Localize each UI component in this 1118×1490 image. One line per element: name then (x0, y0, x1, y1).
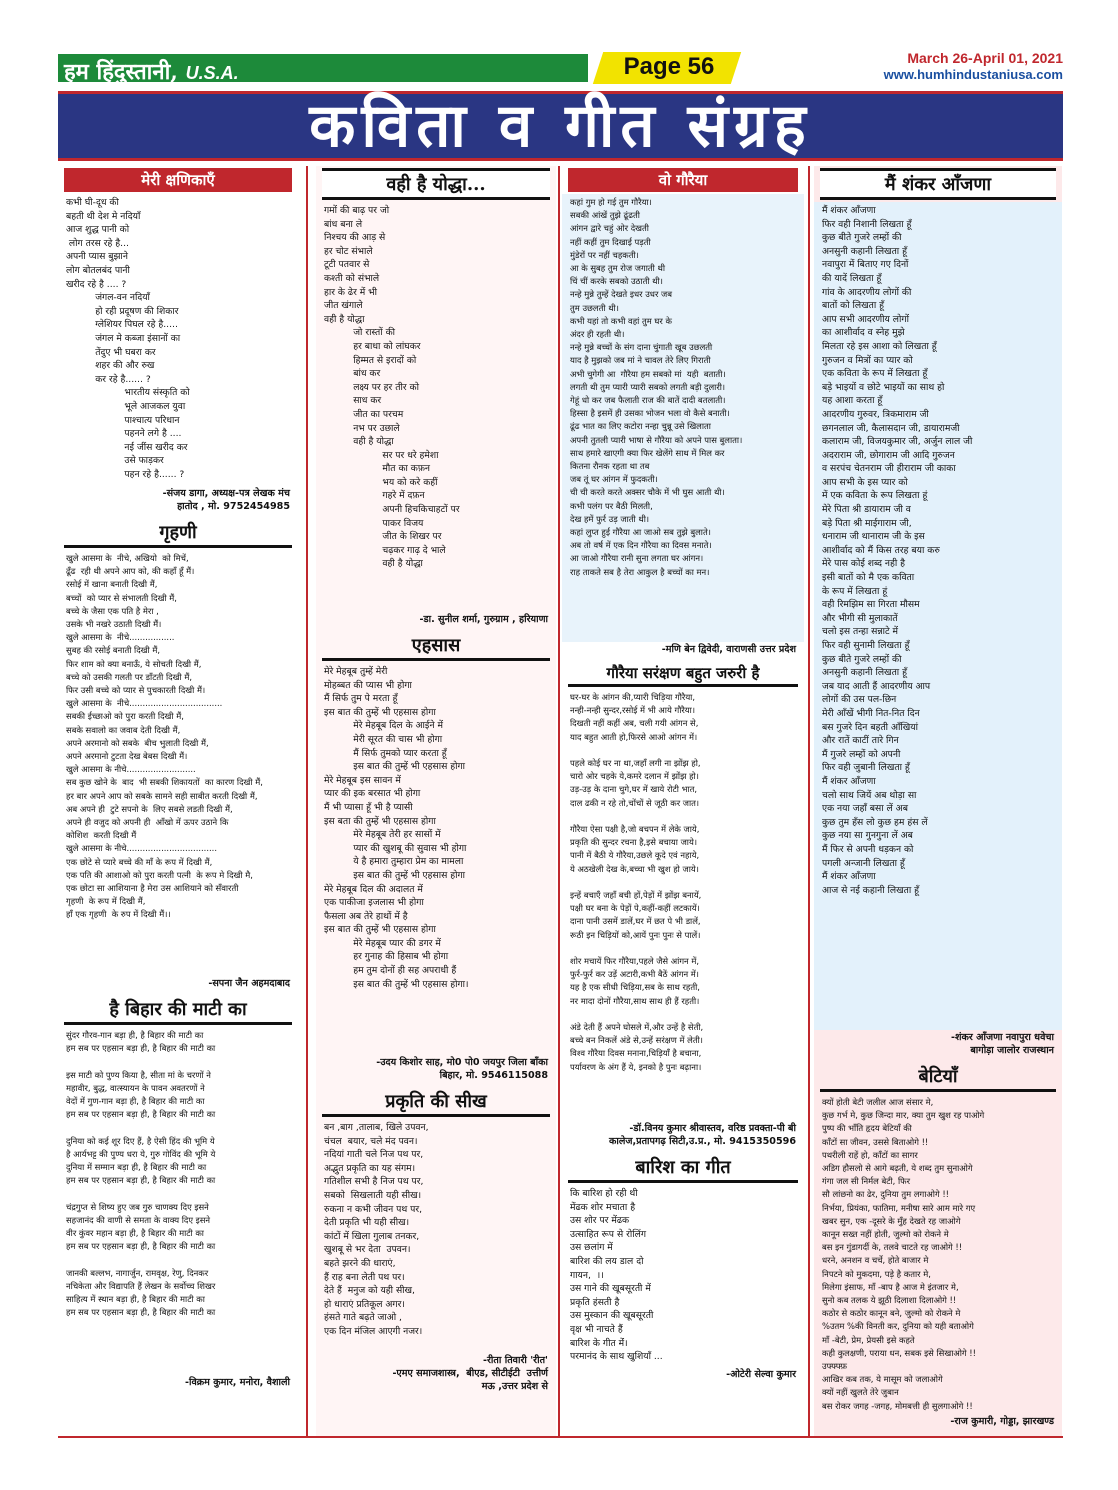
poem-title: गृहणी (64, 519, 292, 548)
poem-title: एहसास (322, 632, 550, 661)
poem-text: कहां गुम हो गई तुम गौरैया। सबकी आंखें तुझे ढूंढती आंगन द्वारे चहुं ओर देखती नहीं कहीं तुम दिखाई पड़ती मुंडेरों पर नहीं चहकती। आ के सुबह तुम रोज जगाती थी चिं चीं करके सबको उठाती थी। नन्हे मुन्ने तुम्हें देखते इधर उधर जब तुम उछलती थी। कभी यहां तो कभी वहां तुम घर के अंदर ही रहती थी। नन्हे मुन्ने बच्चों के संग दाना चुंगाती खूब उछलती याद है मुझको जब मां ने चावल तेरे लिए गिराती अभी चुगेगी आ गौरैया हम सबको मां यही बताती। लगती थी तुम प्यारी प्यारी सबको लगती बड़ी दुलारी। गेहूं धो कर जब फैलाती राज की बातें दादी बतलाती। हिस्सा है इसमें ही उसका भोजन भला वो कैसे बनाती। ढूंढ भात का लिए कटोरा नन्हा चुन्नू उसे खिलाता अपनी तुतली प्यारी भाषा से गौरैया को अपने पास बुलाता। साथ हमारे खाएगी क्या फिर खेलेंगे साथ में मिल कर कितना रौनक रहता था तब जब तूं घर आंगन में फुदकती। ची ची करते करते अक्सर चौके में भी घुस आती थी। कभी पलंग पर बैठी मिलती, देख हमें फुर्र उड़ जाती थी। कहां लुप्त हुई गौरैया आ जाओ सब तुझे बुलाते। अब तो वर्ष में एक दिन गौरैया का दिवस मनाते। आ जाओ गौरैया रानी सुना लगता घर आंगन। राह ताकते सब है तेरा आकुल है बच्चों का मन। (562, 194, 804, 642)
column-1 (58, 166, 298, 1436)
poem-title: वो गौरैया (568, 168, 798, 192)
poem-text: कभी घी-दूध की बहती थी देश मे नदियाँ आज शुद्ध पानी को लोग तरस रहे है... अपनी प्यास बुझाने लोग बोतलबंद पानी खरीद रहे है .... ? जंगल-वन नदियाँ हो रही प्रदूषण की शिकार ग्लेशियर पिघल रहे है..... जंगल मे कब्जा इंसानों का तेंदुए भी घबरा कर शहर की और रुख कर रहे है...... ? भारतीय संस्कृति को भूले आजकल युवा पाश्चात्य परिधान पहनने लगे है .... नई जींस खरीद कर उसे फाड़कर पहन रहे है...... ? (66, 197, 190, 480)
poem-text: खुले आसमा के नीचे, अखियो को मिचें, ढूँढ रही थी अपने आप को, की कहाँ हूँ मैं। रसोई में खाना बनाती दिखी मैं, बच्चों को प्यार से संभालती दिखी मैं, बच्चे के जैसा एक पति है मेरा , उसके भी नखरे उठाती दिखी मैं। खुले आसमा के नीचे................. सुबह की रसोई बनाती दिखी मैं, फिर शाम को क्या बनाऊँ, ये सोचती दिखी मैं, बच्चे को उसकी गलती पर डाँटती दिखी मैं, फिर उसी बच्चे को प्यार से पुचकारती दिखी मैं। खुले आसमा के नीचे................................... सबकी ईच्छाओ को पुरा करती दिखी मैं, सबके सवालो का जवाब देती दिखी मैं, अपने अरमानो को सबके बीच भुलाती दिखी मैं, अपने अरमानो टुटता देख बेबस दिखी मैं। खुले आसमा के नीचे.......................... सब कुछ खोने के बाद भी सबकी शिकायतों का कारण दिखी मैं, हर बार अपने आप को सबके सामने सही साबीत करती दिखी मैं, अब अपने ही टुटे सपनो के लिए सबसे लडती दिखी मैं, अपने ही वजुद को अपनी ही आँखो में ऊपर उठाने कि कोशिश करती दिखी मैं खुले आसमा के नीचे.................................. एक छोटे से प्यारे बच्चे की माँ के रूप में दिखी मैं, एक पति की आशाओ को पुरा करती पत्नी के रूप मे दिखी मै, एक छोटा सा आशियाना है मेरा उस आशियाने को सँवारती गृहणी के रूप में दिखी मैं, हाँ एक गृहणी के रुप में दिखी मैं।। (66, 553, 263, 920)
website-link[interactable]: www.humhindustaniusa.com (883, 67, 1063, 82)
poem-author: -उदय किशोर साह, मो0 पो0 जयपुर जिला बाँका बिहार, मो. 9546115088 (376, 1057, 548, 1081)
section-banner (58, 91, 1063, 161)
column-4 (814, 166, 1062, 1436)
poem-text: मैं शंकर आँजणा फिर वही निशानी लिखता हूँ कुछ बीते गुजरे लम्हों की अनसुनी कहानी लिखता हूँ नवापुरा में बिताए गए दिनों की यादें लिखता हूँ गांव के आदरणीय लोगों की बातों को लिखता हूँ आप सभी आदरणीय लोगों का आशीर्वाद व स्नेह मुझे मिलता रहे इस आशा को लिखता हूँ गुरुजन व मित्रों का प्यार को एक कविता के रूप में लिखता हूँ बड़े भाइयों व छोटे भाइयों का साथ हो यह आशा करता हूँ आदरणीय गुरुवर, त्रिकमाराम जी छगनलाल जी, कैलासदान जी, डायारामजी कलाराम जी, विजयकुमार जी, अर्जुन लाल जी अदराराम जी, छोगाराम जी आदि गुरुजन व सरपंच चेतनराम जी हीराराम जी काका आप सभी के इस प्यार को में एक कविता के रूप लिखता हूं मेरे पिता श्री डायाराम जी व बड़े पिता श्री माईगाराम जी, धनाराम जी थानाराम जी के इस आशीर्वाद को मैं किस तरह बया करु मेरे पास कोई शब्द नही है इसी बातों को मै एक कविता के रूप में लिखता हूं वही रिमझिम सा गिरता मौसम और भीगी सी मुलाकातें चलो इस तन्हा सन्नाटे में फिर वही सुनामी लिखता हूँ कुछ बीते गुजरे लम्हों की अनसुनी कहानी लिखता हूँ जब याद आती हैं आदरणीय आप लोगों की उस पल-छिन मेरी आँखें भीगी नित-नित दिन बस गुजरे दिन बहती आँखियां और रातें काटीं तारे गिन मैं गुजरे लम्हों को अपनी फिर वही जुबानी लिखता हूँ मैं शंकर आँजणा चलो साथ जियें अब थोड़ा सा एक नया जहाँ बसा लें अब कुछ तुम हँस लो कुछ हम हंस लें कुछ नया सा गुनगुना लें अब मैं फिर से अपनी धड़कन को पगली अन्जानी लिखता हूँ मैं शंकर आँजणा आज से नई कहानी लिखता हूँ (814, 202, 1062, 1030)
poem-text: मेरे मेहबूब तुम्हें मेरी मोहब्बत की प्यास भी होगा मैं सिर्फ तुम पे मरता हूँ इस बात की तुम्हें भी एहसास होगा मेरे मेहबूब दिल के आईने में मेरी सूरत की चास भी होगा मैं सिर्फ तुमको प्यार करता हूँ इस बात की तुम्हें भी एहसास होगा मेरे मेहबूब इस सावन में प्यार की इक बरसात भी होगा मैं भी प्यासा हूँ भी है प्यासी इस बता की तुम्हें भी एहसास होगा मेरे मेहबूब तेरी हर सासों में प्यार की खुशबू की सुवास भी होगा ये है हमारा तुम्हारा प्रेम का मामला इस बात की तुम्हें भी एहसास होगा मेरे मेहबूब दिल की अदालत में एक पाकीजा इजलास भी होगा फैसला अब तेरे हाथों में है इस बात की तुम्हें भी एहसास होगा मेरे मेहबूब प्यार की डगर में हर गुनाह की हिसाब भी होगा हम तुम दोनों ही सह अपराधी हैं इस बात की तुम्हें भी एहसास होगा। (324, 666, 469, 990)
poem-author: -मणि बेन द्विवेदी, वाराणसी उत्तर प्रदेश (661, 644, 796, 655)
poem-author: -राज कुमारी, गोड्डा, झारखण्ड (950, 1416, 1054, 1427)
column-divider (558, 166, 560, 1436)
column-2 (316, 166, 556, 1436)
poem-text: सुंदर गौरव-गान बड़ा ही, है बिहार की माटी का हम सब पर एहसान बड़ा ही, है बिहार की माटी का इस माटी को पुण्य किया है, सीता मां के चरणों ने महावीर, बुद्ध, वात्स्यायन के पावन अवतरणों ने वेदों में गुण-गान बड़ा ही, है बिहार की माटी का हम सब पर एहसान बड़ा ही, है बिहार की माटी का दुनिया को कई शूर दिए हैं, है ऐसी हिंद की भूमि ये है आर्यभट्ट की पुण्य धरा ये, गुरु गोविंद की भूमि ये दुनिया में सम्मान बड़ा ही, है बिहार की माटी का हम सब पर एहसान बड़ा ही, है बिहार की माटी का चंद्रगुप्त से शिष्य हुए जब गुरु चाणक्य दिए इसने सहजानंद की वाणी से समता के वाक्य दिए इसने वीर कुंवर महान बड़ा ही, है बिहार की माटी का हम सब पर एहसान बड़ा ही, है बिहार की माटी का जानकी बल्लभ, नागार्जुन, रामवृक्ष, रेणु, दिनकर नचिकेता और विद्यापति हैं लेखन के सर्वोच्च शिखर साहित्य में स्थान बड़ा ही, है बिहार की माटी का हम सब पर एहसान बड़ा ही, है बिहार की माटी का (66, 1030, 216, 1318)
poem-title: मैं शंकर आँजणा (820, 168, 1056, 200)
newspaper-name-suffix: U.S.A. (185, 63, 239, 83)
poem-text: घर-घर के आंगन की,प्यारी चिड़िया गौरैया, नन्ही-नन्ही सुन्दर,रसोई में भी आये गौरैया। दिखती नहीं कहीं अब, चली गयी आंगन से, याद बहुत आती हो,फिरसे आओ आंगन में। पहले कोई घर ना था,जहाँ लगी ना झोंझ हो, चारो ओर चहके ये,कमरे दलान में झोंझ हो। उड़-उड़ के दाना चुगे,घर में खाये रोटी भात, दाल ढकी न रहे तो,चोंचों से जूठी कर जात। गौरैया ऐसा पक्षी है,जो बचपन में लेके जाये, प्रकृति की सुन्दर रचना है,इसे बचाया जाये। पानी में बैठी ये गौरैया,उछले कूदे एवं नहाये, ये अठखेली देख के,बच्चा भी खुश हो जाये। इन्हें बचाएँ जहाँ बची हों,पेड़ों में झोंझ बनायें, पक्षी घर बना के पेड़ों पे,कहीं-कहीं लटकायें। दाना पानी उसमें डालें,घर में छत पे भी डालें, रूठी इन चिड़ियों को,आयें पुनः पुनः से पालें। शोर मचायें फिर गौरैया,पहले जैसे आंगन में, फुर्र-फुर्र कर उड़ें अटारी,कभी बैठें आंगन में। यह है एक सीधी चिड़िया,सब के साथ रहती, नर मादा दोनों गौरैया,साथ साथ ही हैं रहती। अंडे देती हैं अपने घोसले में,और उन्हें है सेती, बच्चे बन निकलें अंडे से,उन्हें सरंक्षण में लेती। विश्व गौरैया दिवस मनाना,चिड़ियाँ है बचाना, पर्यावरण के अंग हैं ये, इनको है पुनः बढ़ाना। (570, 692, 704, 1072)
poem-text: कि बारिश हो रही थी मेंढक शोर मचाता है उस शोर पर मेंढक उत्साहित रूप से रोलिंग उस छलांग में बारिश की लय डाल दो गायन, ।। उस गाने की खूबसूरती में प्रकृति हंसती है उस मुस्कान की खूबसूरती वृक्ष भी नाचते हैं बारिश के गीत मेंं। परमानंद के साथ खुशियाँ ... (570, 1188, 663, 1363)
newspaper-name (64, 56, 239, 86)
section-title: कविता व गीत संग्रह (309, 91, 812, 161)
poem-text: क्यों होती बेटी जलील आज संसार मे, कुछ गर्भ मे, कुछ जिन्दा मार, क्या तुम खुश रह पाओगे पुष्प की भाँति हृदय बेटियाँ की काँटों सा जीवन, उससे बिताओगे !! पथरीली राहें हो, काँटों का सागर अडिग हौसलो से आगे बढ़ती, ये शब्द तुम सुनाओगे गंगा जल सी निर्मल बेटी, फिर सौ लांछनो का ढेर, दुनिया तुम लगाओगे !! निर्भया, प्रियंका, फातिमा, मनीषा सारे आम मारे गए खबर सुन, एक -दूसरे के मुँह देखते रह जाओगे कानून सख्त नहीं होती, जुल्मो को रोकने मे बस इन गुंडागर्दी के, तलवे चाटते रह जाओगे !! धरने, अनशन व चर्चे, होते बाजार मे निपटने को मुकदमा, पड़े है कतार मे, मिलेगा इंसाफ, माँ -बाप है आज मे इंतजार मे, सुनो कब तलक ये झूठी दिलाशा दिलाओगे !! कठोर से कठोर कानून बने, जुल्मो को रोकने मे %उतम %की विनती कर, दुनिया को यही बताओगे माँ -बेटी, प्रेम, प्रेयसी इसे कहते कही कुलक्षणी, पराया धन, सबक इसे सिखाओगे !! उफ्फ्फ्फ़ आखिर कब तक, ये मासूम को जलाओगे क्यों नहीं खुलते तेरे जुबान बस रोकर जगह -जगह, मोमबत्ती ही सुलगाओगे !! (822, 1097, 985, 1411)
issue-date: March 26-April 01, 2021 (907, 50, 1063, 66)
poem-title: वही है योद्धा... (322, 168, 550, 200)
poem-author: -संजय डागा, अध्यक्ष-पत्र लेखक मंच हातोद , मो. 9752454985 (162, 488, 290, 512)
newspaper-name-hindi: हम हिंदुस्तानी, (64, 59, 186, 85)
poem-author: -ओटेरी सेल्वा कुमार (726, 1369, 796, 1380)
poem-author: -डा. सुनील शर्मा, गुरुग्राम , हरियाणा (419, 614, 548, 625)
poem-title: प्रकृति की सीख (322, 1088, 550, 1117)
poem-author: -शंकर आँजणा नवापुरा धवेचा बागोड़ा जालोर राजस्थान (951, 1032, 1054, 1056)
page-number: Page 56 (623, 53, 715, 80)
poem-author: -रीता तिवारी 'रीत' -एमए समाजशास्त्र, बीएड, सीटीईटी उत्तीर्ण मऊ ,उत्तर प्रदेश से (392, 1355, 548, 1392)
masthead (58, 50, 1063, 86)
column-3 (562, 166, 804, 1436)
poem-title: बेटियाँ (820, 1063, 1056, 1092)
poem-text: गमों की बाढ़ पर जो बांध बना ले निश्चय की आड़ से हर चोट संभाले टूटी पतवार से कश्ती को संभाले हार के ढेर में भी जीत खंगाले वही है योद्धा जो रास्तों की हर बाधा को लांघकर हिम्मत से इरादों को बांध कर लक्ष्य पर हर तीर को साध कर जीत का परचम नभ पर उछाले वही है योद्धा सर पर धरे हमेशा मौत का कफ़न भय को करे कहीं गहरे में दफ़न अपनी हिचकिचाहटों पर पाकर विजय जीत के शिखर पर चढ़कर गाढ़ दे भाले वही है योद्धा (324, 205, 460, 570)
poem-author: -डॉ.विनय कुमार श्रीवास्तव, वरिष्ठ प्रवक्ता-पी बी कालेज,प्रतापगढ़ सिटी,उ.प्र., मो. 9415350596 (608, 1123, 796, 1147)
poem-title: मेरी क्षणिकाएँ (64, 168, 292, 192)
poem-author: -विक्रम कुमार, मनोरा, वैशाली (184, 1377, 290, 1388)
column-divider (306, 166, 308, 1436)
poem-text: बन ,बाग ,तालाब, खिले उपवन, चंचल बयार, चले मंद पवन। नदियां गाती चले निज पथ पर, अद्भुत प्रकृति का यह संगम। गतिशील सभी है निज पथ पर, सबको सिखलाती यही सीख। रुकना न कभी जीवन पथ पर, देती प्रकृति भी यही सीख। कांटों में खिला गुलाब तनकर, खुशबू से भर देता उपवन। बहते झरने की धाराएं, हैं राह बना लेती पथ पर। देते हैं मनुज को यही सीख, हो धाराएं प्रतिकूल अगर। हंसते गाते बढ़ते जाओ , एक दिन मंजिल आएगी नजर। (324, 1122, 429, 1337)
page-bottom-rule (58, 1436, 1063, 1438)
poem-title: बारिश का गीत (568, 1154, 798, 1183)
poem-title: गौरैया सरंक्षण बहुत जरुरी है (568, 662, 798, 687)
column-divider (808, 166, 810, 1436)
poem-author: -सपना जैन अहमदाबाद (208, 978, 290, 989)
poem-title: है बिहार की माटी का (64, 996, 292, 1025)
